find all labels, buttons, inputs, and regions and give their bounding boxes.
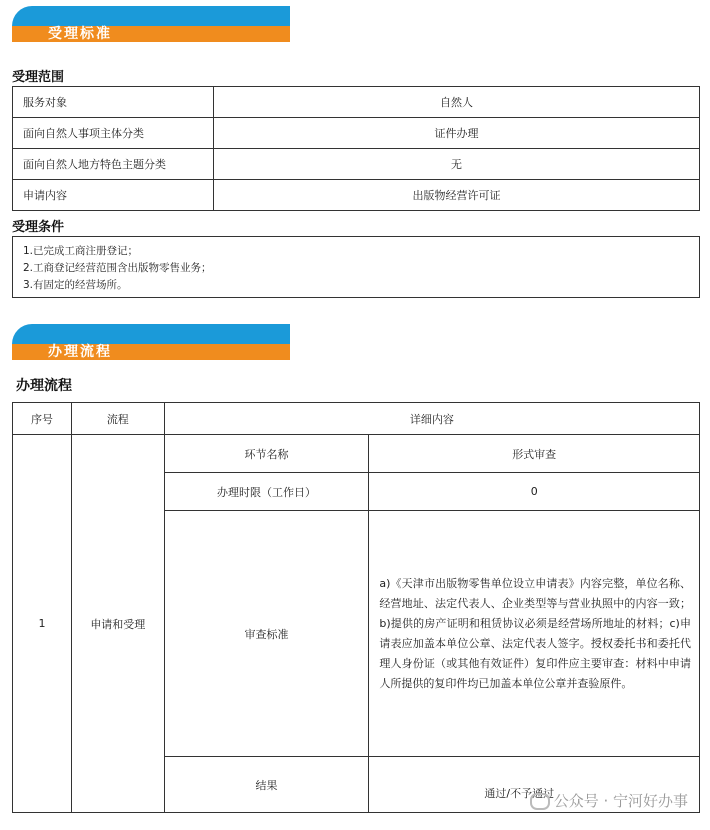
scope-key: 面向自然人地方特色主题分类 (13, 149, 214, 180)
process-heading: 办理流程 (16, 378, 72, 394)
list-item: 1.已完成工商注册登记； (23, 245, 139, 257)
scope-value: 无 (214, 149, 700, 180)
scope-value: 证件办理 (214, 118, 700, 149)
time-value: 0 (369, 473, 700, 511)
scope-key: 服务对象 (13, 87, 214, 118)
watermark-text: 公众号 · 宁河好办事 (553, 792, 688, 810)
header-no: 序号 (13, 403, 72, 435)
list-item: 2.工商登记经营范围含出版物零售业务； (23, 262, 212, 274)
row-no: 1 (13, 435, 72, 813)
table-row (13, 180, 700, 211)
conditions-heading: 受理条件 (12, 220, 65, 235)
list-item: 3.有固定的经营场所。 (23, 279, 128, 291)
section-banner-process (12, 324, 290, 360)
table-row (13, 435, 700, 473)
header-flow: 流程 (71, 403, 164, 435)
row-flow: 申请和受理 (71, 435, 164, 813)
scope-key: 面向自然人事项主体分类 (13, 118, 214, 149)
scope-key: 申请内容 (13, 180, 214, 211)
section-banner-standard (12, 6, 290, 42)
table-row (13, 118, 700, 149)
result-label: 结果 (164, 757, 369, 813)
scope-value: 自然人 (214, 87, 700, 118)
time-label: 办理时限（工作日） (164, 473, 369, 511)
table-row (13, 403, 700, 435)
scope-table (12, 86, 700, 211)
section-banner-title: 办理流程 (48, 344, 112, 360)
scope-heading: 受理范围 (12, 70, 65, 85)
conditions-box (12, 236, 700, 298)
watermark (530, 790, 688, 811)
table-row (13, 87, 700, 118)
result-value: 通过/不予通过 (369, 757, 700, 813)
section-banner-title: 受理标准 (48, 26, 112, 42)
process-table (12, 402, 700, 813)
step-name-label: 环节名称 (164, 435, 369, 473)
criteria-value: a)《天津市出版物零售单位设立申请表》内容完整，单位名称、经营地址、法定代表人、企业类型等与营业执照中的内容一致；b)提供的房产证明和租赁协议必须是经营场所地址的材料；c)申请表应加盖本单位公章、法定代表人签字。授权委托书和委托代理人身份证（或其他有效证件）复印件应主要审查：材料中申请人所提供的复印件均已加盖本单位公章并查验原件。 (369, 511, 700, 757)
criteria-label: 审查标准 (164, 511, 369, 757)
step-name-value: 形式审查 (369, 435, 700, 473)
wechat-icon (530, 793, 550, 810)
table-row (13, 149, 700, 180)
header-detail: 详细内容 (164, 403, 699, 435)
scope-value: 出版物经营许可证 (214, 180, 700, 211)
